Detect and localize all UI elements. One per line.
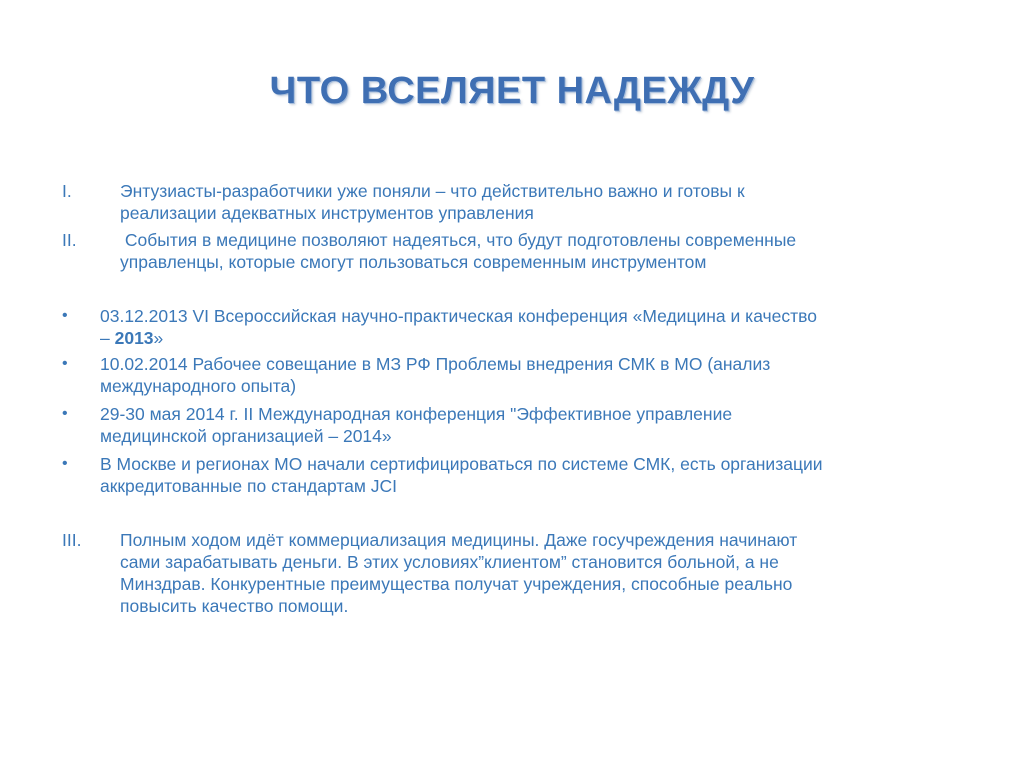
text-line: События в медицине позволяют надеяться, что будут подготовлены современные bbox=[120, 230, 797, 250]
text-line: Минздрав. Конкурентные преимущества получат учреждения, способные реально bbox=[120, 574, 793, 594]
bullet-icon: • bbox=[62, 455, 68, 472]
bullet-text bbox=[100, 305, 970, 349]
text-fragment: » bbox=[153, 328, 164, 348]
roman-marker-ii: II. bbox=[62, 230, 77, 250]
text-line: аккредитованные по стандартам JCI bbox=[100, 476, 398, 496]
bullet-text bbox=[100, 403, 970, 447]
text-line: 29-30 мая 2014 г. II Международная конференция "Эффективное управление bbox=[100, 404, 733, 424]
bullet-text bbox=[100, 453, 970, 497]
bullet-icon: • bbox=[62, 405, 68, 422]
list-item-text bbox=[120, 529, 970, 617]
text-line: В Москве и регионах МО начали сертифицироваться по системе СМК, есть организации bbox=[100, 454, 823, 474]
text-line: Энтузиасты-разработчики уже поняли – что действительно важно и готовы к bbox=[120, 181, 745, 201]
slide-title: ЧТО ВСЕЛЯЕТ НАДЕЖДУ bbox=[269, 70, 755, 112]
text-line: повысить качество помощи. bbox=[120, 596, 349, 616]
text-line: Полным ходом идёт коммерциализация медицины. Даже госучреждения начинают bbox=[120, 530, 798, 550]
roman-marker-iii: III. bbox=[62, 530, 82, 550]
bullet-icon: • bbox=[62, 355, 68, 372]
text-line: 03.12.2013 VI Всероссийская научно-практическая конференция «Медицина и качество bbox=[100, 306, 817, 326]
text-line: управленцы, которые смогут пользоваться современным инструментом bbox=[120, 252, 707, 272]
list-item-text bbox=[120, 180, 970, 224]
text-line: реализации адекватных инструментов управления bbox=[120, 203, 534, 223]
text-line: медицинской организацией – 2014» bbox=[100, 426, 392, 446]
bullet-text bbox=[100, 353, 970, 397]
text-line: 10.02.2014 Рабочее совещание в МЗ РФ Проблемы внедрения СМК в МО (анализ bbox=[100, 354, 771, 374]
list-item-text bbox=[120, 229, 970, 273]
text-fragment: – bbox=[100, 328, 115, 348]
text-line: сами зарабатывать деньги. В этих условиях”клиентом” становится больной, а не bbox=[120, 552, 779, 572]
text-line: международного опыта) bbox=[100, 376, 297, 396]
roman-marker-i: I. bbox=[62, 181, 72, 201]
text-line bbox=[100, 327, 970, 349]
bullet-icon: • bbox=[62, 307, 68, 324]
bold-year: 2013 bbox=[114, 328, 154, 348]
